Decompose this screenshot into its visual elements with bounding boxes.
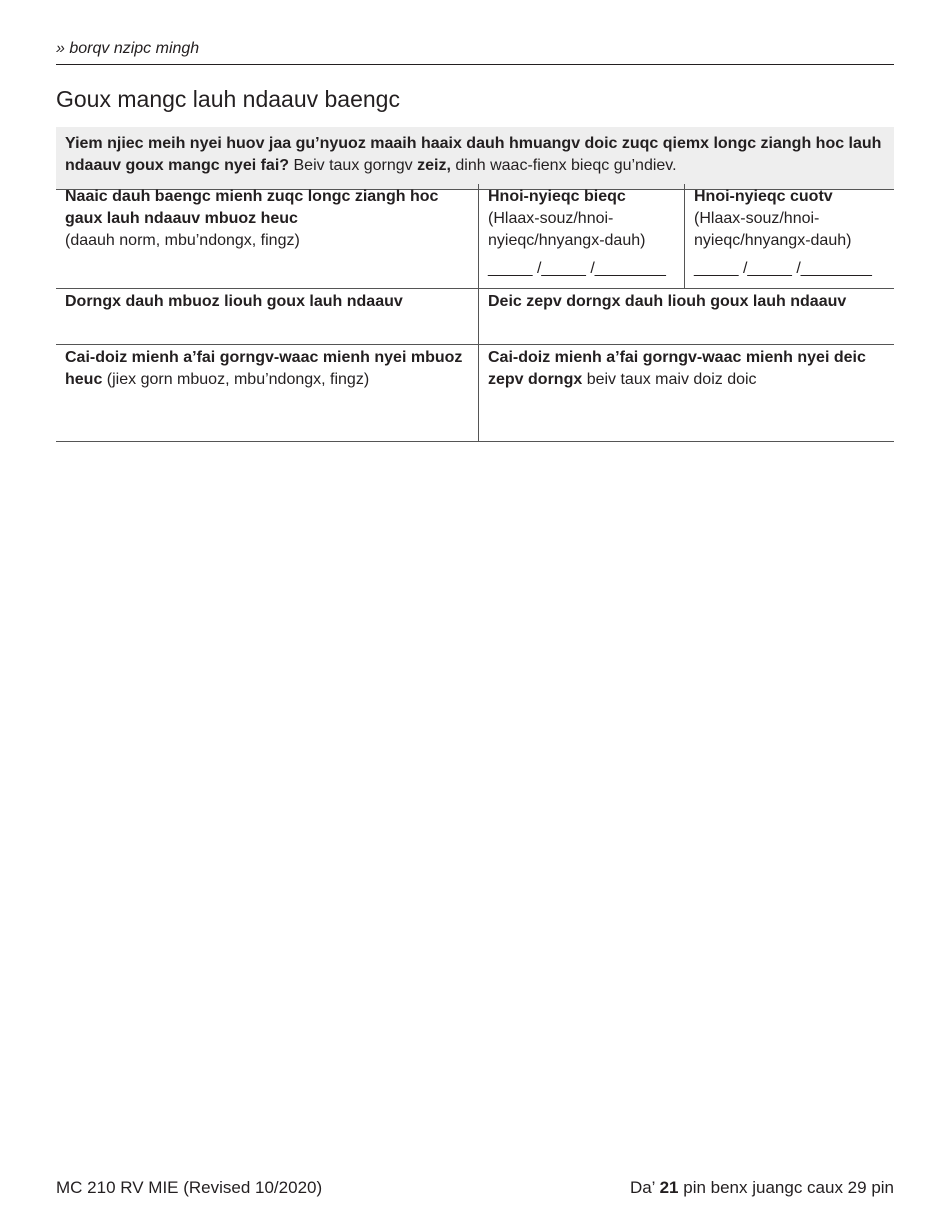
place-address-field[interactable] [478,289,894,344]
end-date-blank[interactable]: _____ /_____ /________ [694,260,872,277]
breadcrumb: » borqv nzipc mingh [56,40,200,57]
start-date-field[interactable] [478,184,684,288]
start-date-blank[interactable]: _____ /_____ /________ [488,260,666,277]
page-prefix: Da’ [629,1178,655,1197]
contact-address-hint: beiv taux maiv doiz doic [586,371,757,388]
start-date-hint: (Hlaax-souz/hnoi-nyieqc/hnyangx-dauh) [488,210,646,249]
instructions-yes-word: zeiz, [417,157,451,174]
contact-address-field[interactable] [478,345,894,441]
end-date-field[interactable] [684,184,894,288]
instructions-box [56,127,894,190]
hospice-form-table [56,184,894,442]
start-date-label: Hnoi-nyieqc bieqc [488,188,626,205]
page-number [630,1178,894,1198]
form-row-person-dates [56,184,894,289]
end-date-label: Hnoi-nyieqc cuotv [694,188,833,205]
contact-address-label: Cai-doiz mienh a’fai gorngv-waac mienh nyei deic zepv dorngx [488,349,866,388]
person-name-hint: (daauh norm, mbu’ndongx, fingz) [65,232,300,249]
place-address-label: Deic zepv dorngx dauh liouh goux lauh ndaauv [488,293,847,310]
instructions-text-before: Beiv taux gorngv [293,157,413,174]
person-name-label: Naaic dauh baengc mienh zuqc longc ziangh hoc gaux lauh ndaauv mbuoz heuc [65,188,439,227]
page-current: 21 [659,1178,679,1197]
place-name-label: Dorngx dauh mbuoz liouh goux lauh ndaauv [65,293,403,310]
instructions-question: Yiem njiec meih nyei huov jaa gu’nyuoz maaih haaix dauh hmuangv doic zuqc qiemx longc ziangh hoc lauh ndaauv goux mangc nyei fai? [65,135,882,174]
place-name-field[interactable] [56,289,478,344]
header-divider [56,64,894,65]
page-suffix: pin benx juangc caux 29 pin [683,1178,894,1197]
end-date-hint: (Hlaax-souz/hnoi-nyieqc/hnyangx-dauh) [694,210,852,249]
form-row-place [56,289,894,345]
contact-name-label: Cai-doiz mienh a’fai gorngv-waac mienh nyei mbuoz heuc [65,349,463,388]
form-id: MC 210 RV MIE (Revised 10/2020) [56,1178,323,1197]
section-title: Goux mangc lauh ndaauv baengc [56,86,400,112]
person-name-field[interactable] [56,184,478,288]
instructions-text-after: dinh waac-fienx bieqc gu’ndiev. [455,157,677,174]
form-row-contact [56,345,894,442]
contact-name-field[interactable] [56,345,478,441]
contact-name-hint: (jiex gorn mbuoz, mbu’ndongx, fingz) [106,371,370,388]
